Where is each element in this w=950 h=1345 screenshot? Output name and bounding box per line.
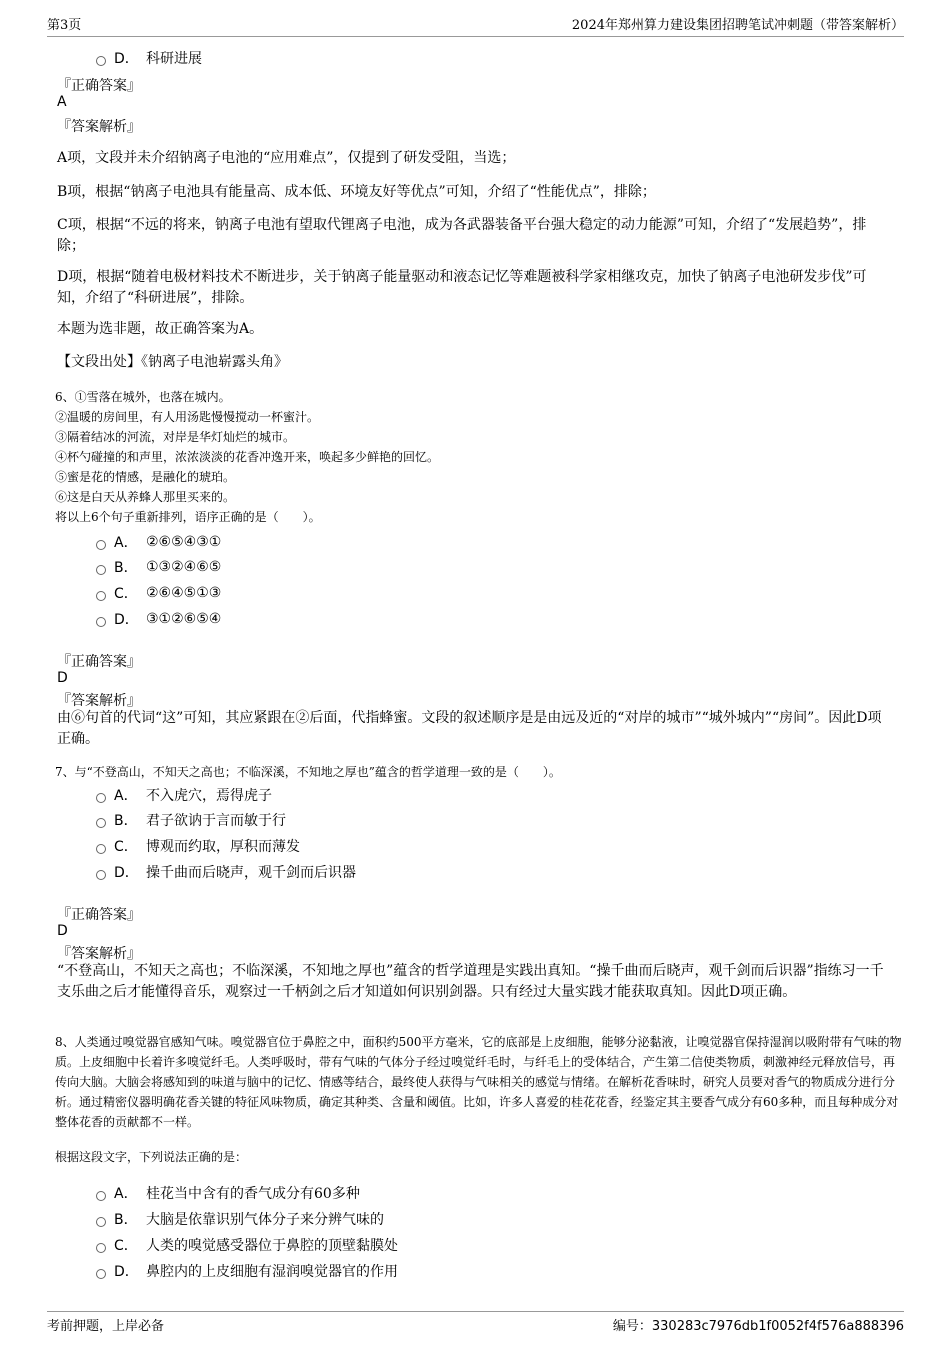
q7-option-c[interactable]: C． 博观而约取，厚积而薄发: [96, 836, 300, 856]
q8-passage: 8、人类通过嗅觉器官感知气味。嗅觉器官位于鼻腔之中，面积约500平方毫米，它的底部是上皮细胞，能够分泌黏液，让嗅觉器官保持湿润以吸附带有气味的物质。上皮细胞中长着许多嗅觉纤毛。人类呼吸时，带有气味的气体分子经过嗅觉纤毛时，与纤毛上的受体结合，产生第二信使类物质，刺激神经元释放信号，再传向大脑。大脑会将感知到的味道与脑中的记忆、情感等结合，最终使人获得与气味相关的感觉与情绪。在解析花香味时，研究人员要对香气的物质成分进行分析。通过精密仪器明确花香关键的特征风味物质，确定其种类、含量和阈值。比如，许多人喜爱的桂花花香，经鉴定其主要香气成分有60多种，而且每种成分对整体花香的贡献都不一样。: [55, 1035, 902, 1129]
q6-analysis: 由⑥句首的代词“这”可知，其应紧跟在②后面，代指蜂蜜。文段的叙述顺序是是由远及近的“对岸的城市”“城外城内”“房间”。因此D项正确。: [57, 710, 882, 747]
radio-icon[interactable]: [96, 793, 106, 803]
q7-analysis: “不登高山，不知天之高也；不临深溪，不知地之厚也”蕴含的哲学道理是实践出真知。“操千曲而后晓声，观千剑而后识器”指练习一千支乐曲之后才能懂得音乐，观察过一千柄剑之后才知道如何识别剑器。只有经过大量实践才能获取真知。因此D项正确。: [57, 963, 884, 1000]
q6-option-c[interactable]: C． ②⑥④⑤①③: [96, 583, 221, 603]
q5-analysis-c: C项，根据“不远的将来，钠离子电池有望取代锂离子电池，成为各武器装备平台强大稳定的动力能源”可知，介绍了“发展趋势”，排除；: [57, 217, 867, 254]
document-code: 编号：330283c7976db1f0052f4f576a888396: [612, 1319, 904, 1334]
q5-correct-label: 『正确答案』: [57, 78, 141, 94]
footer-slogan: 考前押题，上岸必备: [47, 1319, 165, 1334]
q5-analysis-label: 『答案解析』: [57, 119, 141, 135]
radio-icon[interactable]: [96, 844, 106, 854]
q5-option-d[interactable]: D． 科研进展: [96, 48, 202, 68]
q8-option-c[interactable]: C． 人类的嗅觉感受器位于鼻腔的顶壁黏膜处: [96, 1235, 398, 1255]
q6-line: ③隔着结冰的河流，对岸是华灯灿烂的城市。: [55, 430, 296, 444]
q8-option-a[interactable]: A． 桂花当中含有的香气成分有60多种: [96, 1183, 360, 1203]
q6-option-b[interactable]: B． ①③②④⑥⑤: [96, 557, 221, 577]
q6-line: ⑥这是白天从养蜂人那里买来的。: [55, 490, 236, 504]
radio-icon[interactable]: [96, 1191, 106, 1201]
radio-icon[interactable]: [96, 1217, 106, 1227]
radio-icon[interactable]: [96, 591, 106, 601]
q6-analysis-label: 『答案解析』: [57, 693, 141, 709]
q8-option-d[interactable]: D． 鼻腔内的上皮细胞有湿润嗅觉器官的作用: [96, 1261, 398, 1281]
q6-correct-label: 『正确答案』: [57, 654, 141, 670]
page-number: 第3页: [47, 18, 82, 33]
page-footer: [47, 1311, 904, 1334]
q5-source: 【文段出处】《钠离子电池崭露头角》: [57, 354, 288, 370]
radio-icon[interactable]: [96, 617, 106, 627]
radio-icon[interactable]: [96, 1269, 106, 1279]
radio-icon[interactable]: [96, 565, 106, 575]
q7-option-d[interactable]: D． 操千曲而后晓声，观千剑而后识器: [96, 862, 356, 882]
radio-icon[interactable]: [96, 56, 106, 66]
q7-correct-label: 『正确答案』: [57, 907, 141, 923]
q5-analysis-d: D项，根据“随着电极材料技术不断进步，关于钠离子能量驱动和液态记忆等难题被科学家相继攻克，加快了钠离子电池研发步伐”可知，介绍了“科研进展”，排除。: [57, 269, 867, 306]
q6-line: ②温暖的房间里，有人用汤匙慢慢搅动一杯蜜汁。: [55, 410, 320, 424]
q6-line: ⑤蜜是花的情感，是融化的琥珀。: [55, 470, 236, 484]
q7-question: 7、与“不登高山，不知天之高也；不临深溪，不知地之厚也”蕴含的哲学道理一致的是（ ）。: [55, 765, 561, 779]
q6-question: 将以上6个句子重新排列，语序正确的是（ ）。: [55, 510, 321, 524]
q7-correct-value: D: [57, 923, 68, 939]
q6-stem: [55, 387, 905, 527]
page-header: [47, 13, 904, 37]
radio-icon[interactable]: [96, 1243, 106, 1253]
q5-analysis-b: B项，根据“钠离子电池具有能量高、成本低、环境友好等优点”可知，介绍了“性能优点”，排除；: [57, 184, 656, 200]
radio-icon[interactable]: [96, 870, 106, 880]
q5-correct-value: A: [57, 94, 67, 110]
q5-conclusion: 本题为选非题，故正确答案为A。: [57, 321, 264, 337]
q7-option-b[interactable]: B． 君子欲讷于言而敏于行: [96, 810, 286, 830]
q7-option-a[interactable]: A． 不入虎穴，焉得虎子: [96, 785, 272, 805]
q5-analysis-a: A项，文段并未介绍钠离子电池的“应用难点”，仅提到了研发受阻，当选；: [57, 150, 516, 166]
q8-option-b[interactable]: B． 大脑是依靠识别气体分子来分辨气味的: [96, 1209, 384, 1229]
q7-analysis-label: 『答案解析』: [57, 946, 141, 962]
radio-icon[interactable]: [96, 540, 106, 550]
q6-line: ④杯勺碰撞的和声里，浓浓淡淡的花香冲逸开来，唤起多少鲜艳的回忆。: [55, 450, 440, 464]
radio-icon[interactable]: [96, 818, 106, 828]
q8-prompt: 根据这段文字，下列说法正确的是：: [55, 1150, 248, 1164]
q6-line: 6、①雪落在城外，也落在城内。: [55, 390, 231, 404]
q6-option-a[interactable]: A． ②⑥⑤④③①: [96, 532, 221, 552]
document-title: 2024年郑州算力建设集团招聘笔试冲刺题（带答案解析）: [571, 18, 904, 33]
q6-option-d[interactable]: D． ③①②⑥⑤④: [96, 609, 221, 629]
q6-correct-value: D: [57, 670, 68, 686]
